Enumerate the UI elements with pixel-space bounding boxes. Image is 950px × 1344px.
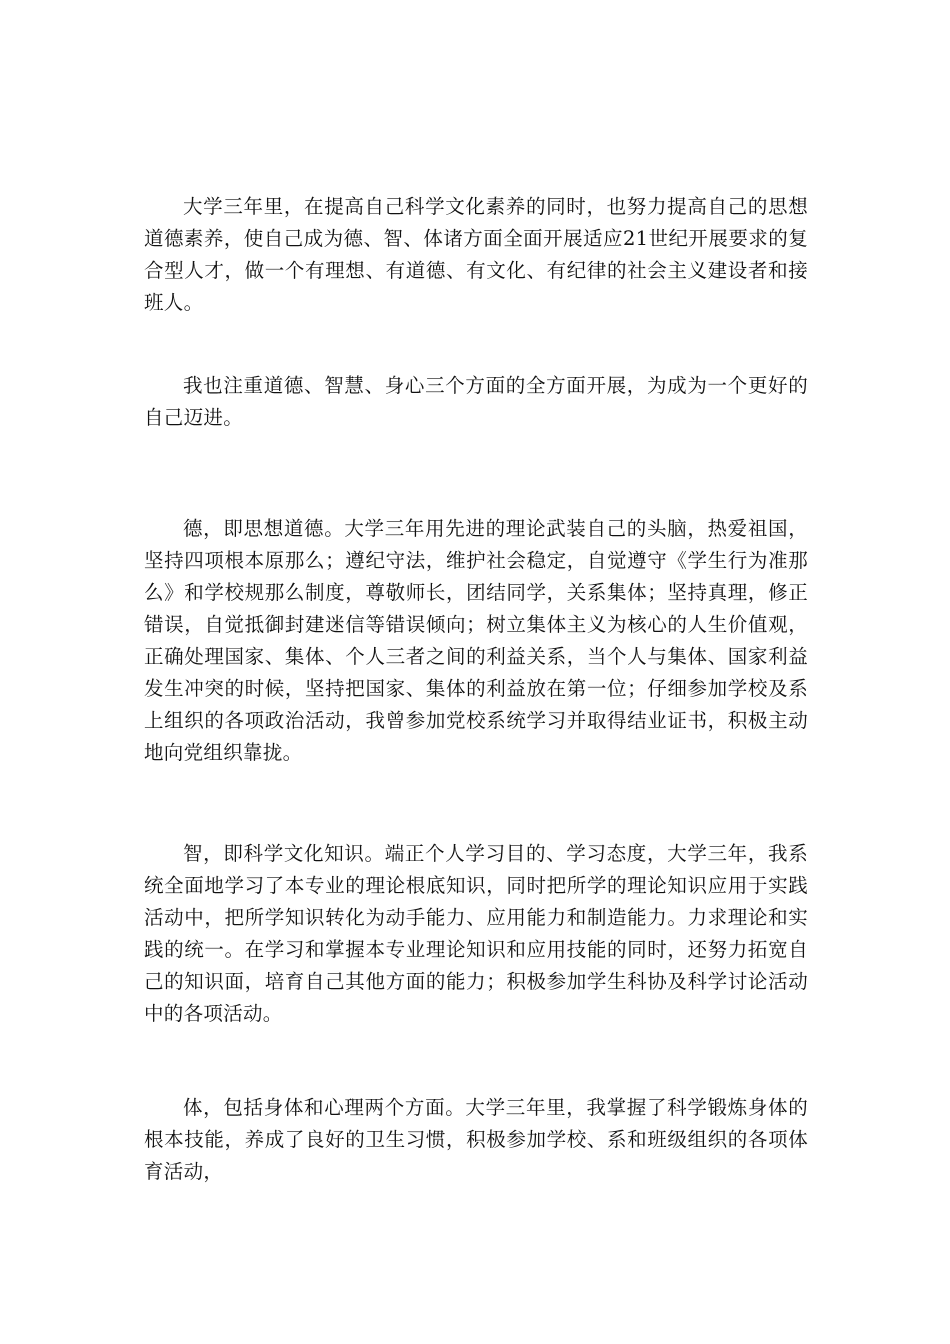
paragraph-physical: 体，包括身体和心理两个方面。大学三年里，我掌握了科学锻炼身体的根本技能，养成了良好的卫生习惯，积极参加学校、系和班级组织的各项体育活动，	[144, 1096, 808, 1183]
paragraph-knowledge: 智，即科学文化知识。端正个人学习目的、学习态度，大学三年，我系统全面地学习了本专业的理论根底知识，同时把所学的理论知识应用于实践活动中，把所学知识转化为动手能力、应用能力和制造能力。力求理论和实践的统一。在学习和掌握本专业理论知识和应用技能的同时，还努力拓宽自己的知识面，培育自己其他方面的能力；积极参加学生科协及科学讨论活动中的各项活动。	[144, 842, 808, 1025]
paragraph-three-aspects: 我也注重道德、智慧、身心三个方面的全方面开展，为成为一个更好的自己迈进。	[144, 374, 808, 429]
paragraph-morality: 德，即思想道德。大学三年用先进的理论武装自己的头脑，热爱祖国，坚持四项根本原那么；遵纪守法，维护社会稳定，自觉遵守《学生行为准那么》和学校规那么制度，尊敬师长，团结同学，关系集体；坚持真理，修正错误，自觉抵御封建迷信等错误倾向；树立集体主义为核心的人生价值观，正确处理国家、集体、个人三者之间的利益关系，当个人与集体、国家利益发生冲突的时候，坚持把国家、集体的利益放在第一位；仔细参加学校及系上组织的各项政治活动，我曾参加党校系统学习并取得结业证书，积极主动地向党组织靠拢。	[144, 517, 808, 764]
paragraph-overview: 大学三年里，在提高自己科学文化素养的同时，也努力提高自己的思想道德素养，使自己成为德、智、体诸方面全面开展适应21世纪开展要求的复合型人才，做一个有理想、有道德、有文化、有纪律的社会主义建设者和接班人。	[144, 195, 808, 314]
